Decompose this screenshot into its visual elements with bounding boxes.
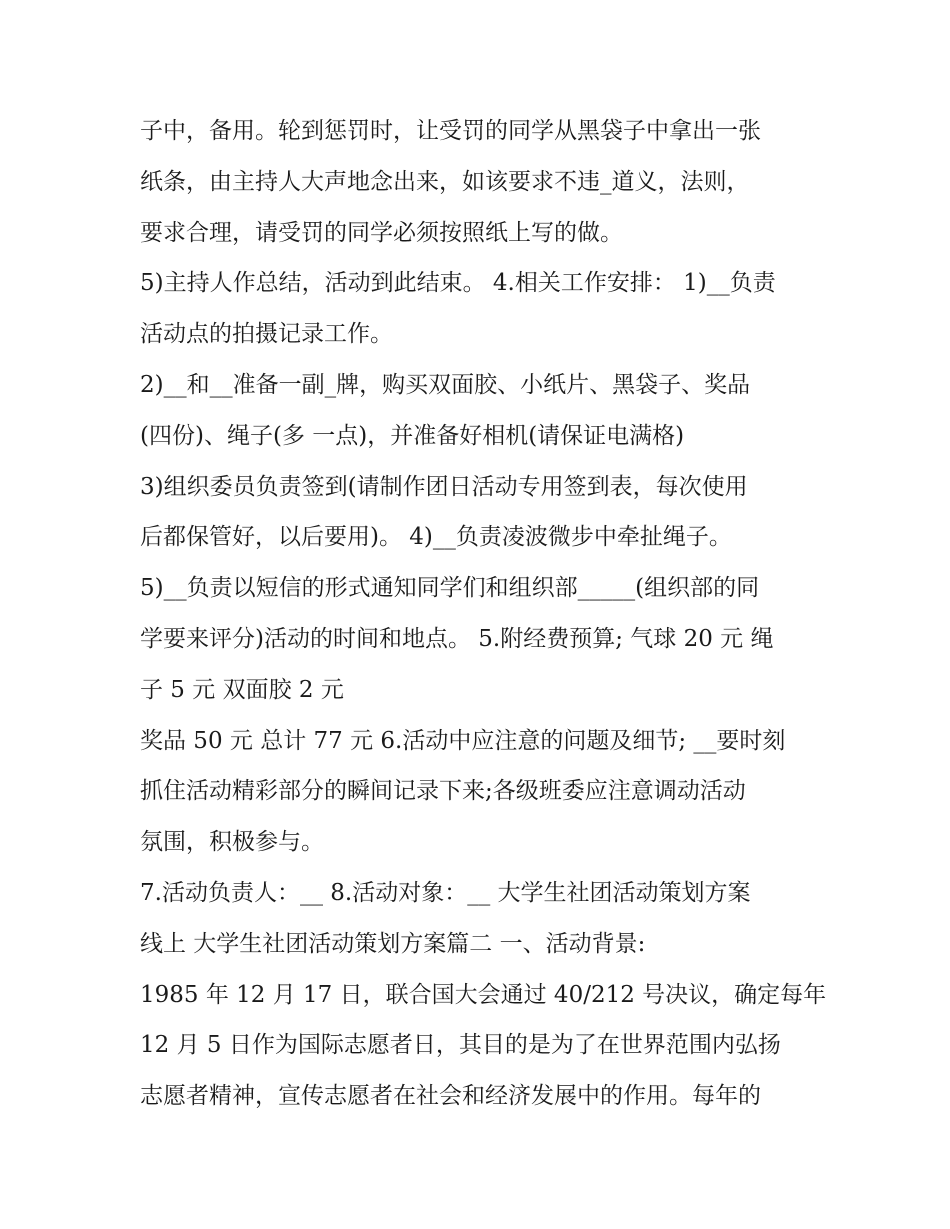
text-line: 活动点的拍摄记录工作。 — [140, 321, 393, 348]
text-line: (四份)、绳子(多 一点)，并准备好相机(请保证电满格) — [140, 422, 685, 449]
text-line: 1985 年 12 月 17 日，联合国大会通过 40/212 号决议，确定每年 — [140, 981, 827, 1008]
document-body — [140, 106, 827, 1122]
text-line: 5)__负责以短信的形式通知同学们和组织部_____(组织部的同 — [140, 575, 760, 602]
text-line: 纸条，由主持人大声地念出来，如该要求不违_道义，法则， — [140, 168, 750, 195]
text-line: 要求合理，请受罚的同学必须按照纸上写的做。 — [140, 219, 623, 246]
text-line: 奖品 50 元 总计 77 元 6.活动中应注意的问题及细节; __要时刻 — [140, 727, 786, 754]
text-line: 氛围，积极参与。 — [140, 829, 324, 856]
text-line: 线上 大学生社团活动策划方案篇二 一、活动背景: — [140, 930, 646, 957]
text-line: 2)__和__准备一副_牌，购买双面胶、小纸片、黑袋子、奖品 — [140, 371, 751, 398]
text-line: 5)主持人作总结，活动到此结束。 4.相关工作安排： 1)__负责 — [140, 270, 776, 297]
text-line: 子 5 元 双面胶 2 元 — [140, 676, 344, 703]
text-line: 抓住活动精彩部分的瞬间记录下来;各级班委应注意调动活动 — [140, 778, 746, 805]
text-line: 7.活动负责人：__ 8.活动对象：__ 大学生社团活动策划方案 — [140, 879, 751, 906]
text-line: 志愿者精神，宣传志愿者在社会和经济发展中的作用。每年的 — [140, 1083, 761, 1110]
text-line: 子中，备用。轮到惩罚时，让受罚的同学从黑袋子中拿出一张 — [140, 118, 761, 144]
text-line: 3)组织委员负责签到(请制作团日活动专用签到表，每次使用 — [140, 473, 748, 500]
text-line: 学要来评分)活动的时间和地点。 5.附经费预算; 气球 20 元 绳 — [140, 625, 774, 652]
text-line: 后都保管好，以后要用)。 4)__负责凌波微步中牵扯绳子。 — [140, 524, 732, 551]
text-line: 12 月 5 日作为国际志愿者日，其目的是为了在世界范围内弘扬 — [140, 1032, 781, 1059]
